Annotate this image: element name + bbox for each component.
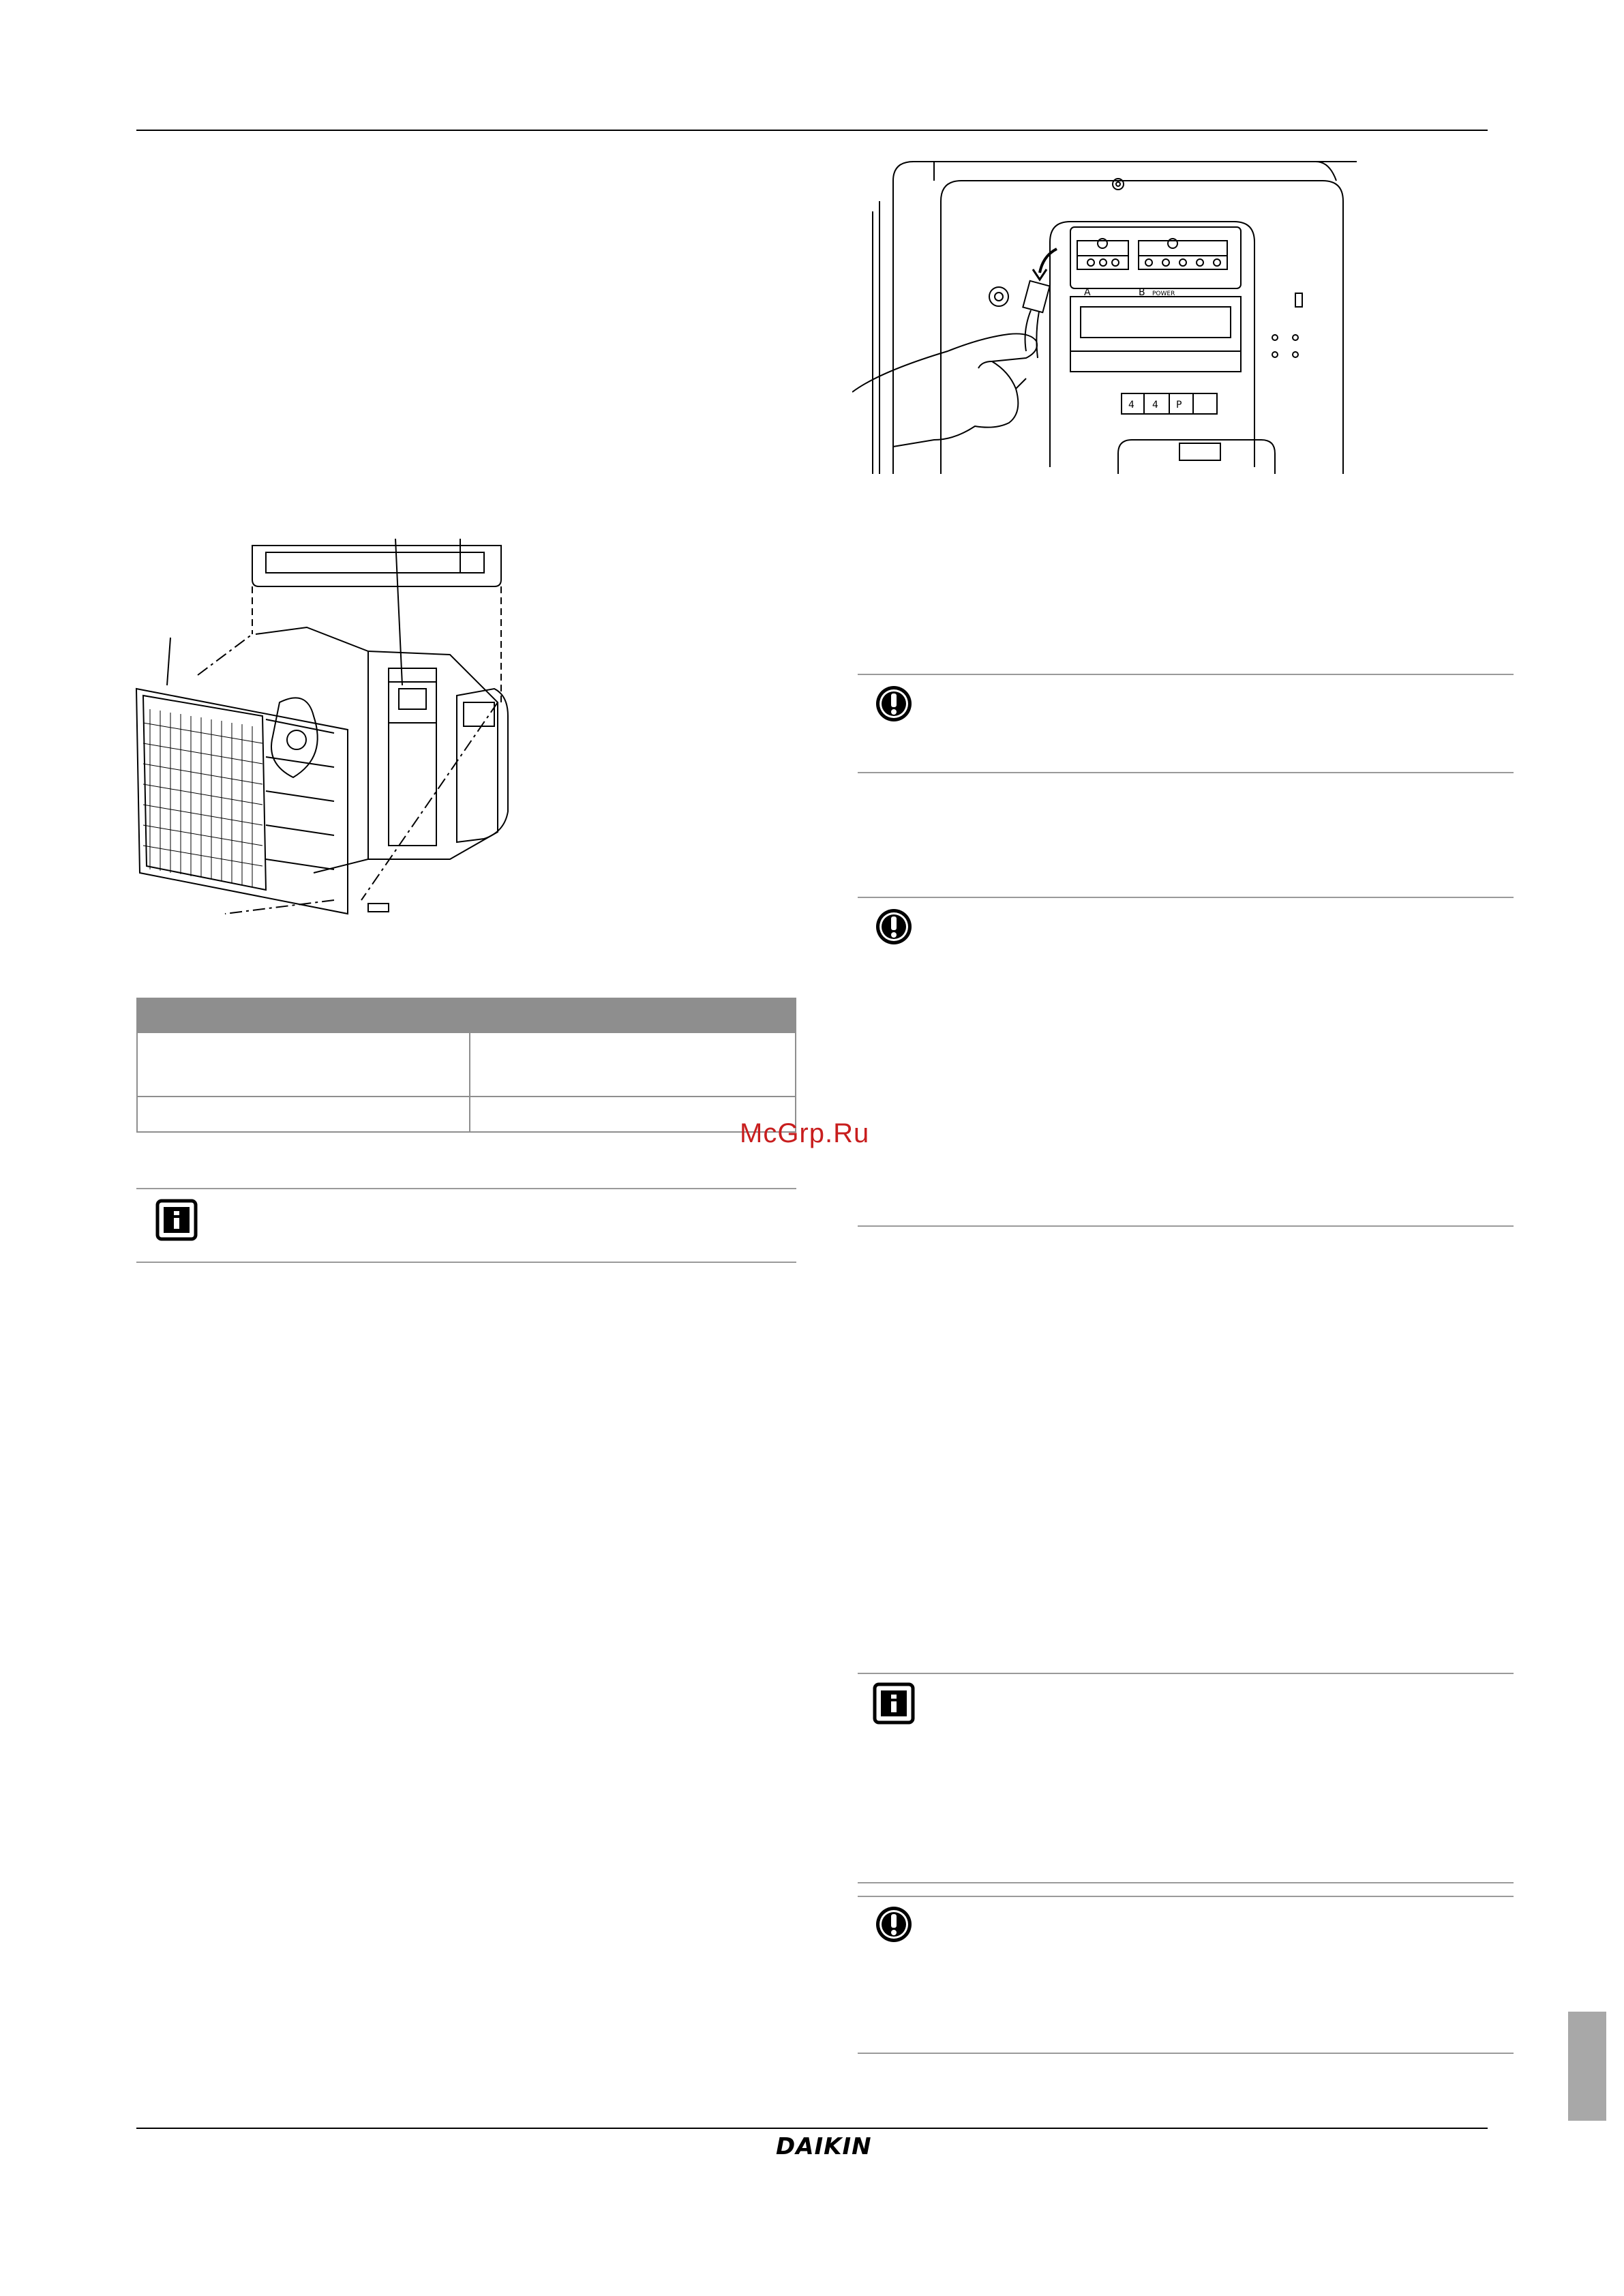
terminal-label-a: A xyxy=(1084,287,1091,298)
bottom-terminal-3: P xyxy=(1176,400,1182,411)
table-cell xyxy=(137,1097,470,1132)
notice-2-bottom-rule xyxy=(858,1225,1514,1227)
notice-1-top-rule xyxy=(858,674,1514,675)
info-notice-right-bottom-rule xyxy=(858,1882,1514,1883)
notice-2-top-rule xyxy=(858,897,1514,898)
info-notice-right-top-rule xyxy=(858,1673,1514,1674)
header-rule xyxy=(136,130,1488,131)
terminal-label-power: POWER xyxy=(1152,290,1175,297)
exploded-unit-illustration xyxy=(130,532,525,927)
exclamation-circle-icon xyxy=(874,907,914,946)
notice-3-bottom-rule xyxy=(858,2053,1514,2054)
bottom-terminal-2: 4 xyxy=(1152,400,1158,411)
bottom-terminal-1: 4 xyxy=(1128,400,1134,411)
info-square-icon xyxy=(155,1199,198,1241)
notice-1-bottom-rule xyxy=(858,772,1514,773)
connector-illustration xyxy=(852,153,1357,474)
table-row xyxy=(137,1032,796,1097)
footer-rule xyxy=(136,2128,1488,2129)
spec-table xyxy=(136,998,796,1133)
table-header-cell xyxy=(470,998,796,1032)
table-header-row xyxy=(137,998,796,1032)
table-row xyxy=(137,1097,796,1132)
chapter-tab xyxy=(1568,2012,1606,2121)
table-cell xyxy=(137,1032,470,1097)
table-header-cell xyxy=(137,998,470,1032)
watermark: McGrp.Ru xyxy=(740,1118,870,1148)
notice-3-top-rule xyxy=(858,1896,1514,1897)
info-square-icon xyxy=(873,1682,915,1725)
exclamation-circle-icon xyxy=(874,1905,914,1944)
daikin-logo: DAIKIN xyxy=(776,2133,872,2160)
info-notice-top-rule xyxy=(136,1188,796,1189)
table-cell xyxy=(470,1032,796,1097)
terminal-label-b: B xyxy=(1139,287,1145,298)
info-notice-bottom-rule xyxy=(136,1262,796,1263)
exclamation-circle-icon xyxy=(874,684,914,724)
